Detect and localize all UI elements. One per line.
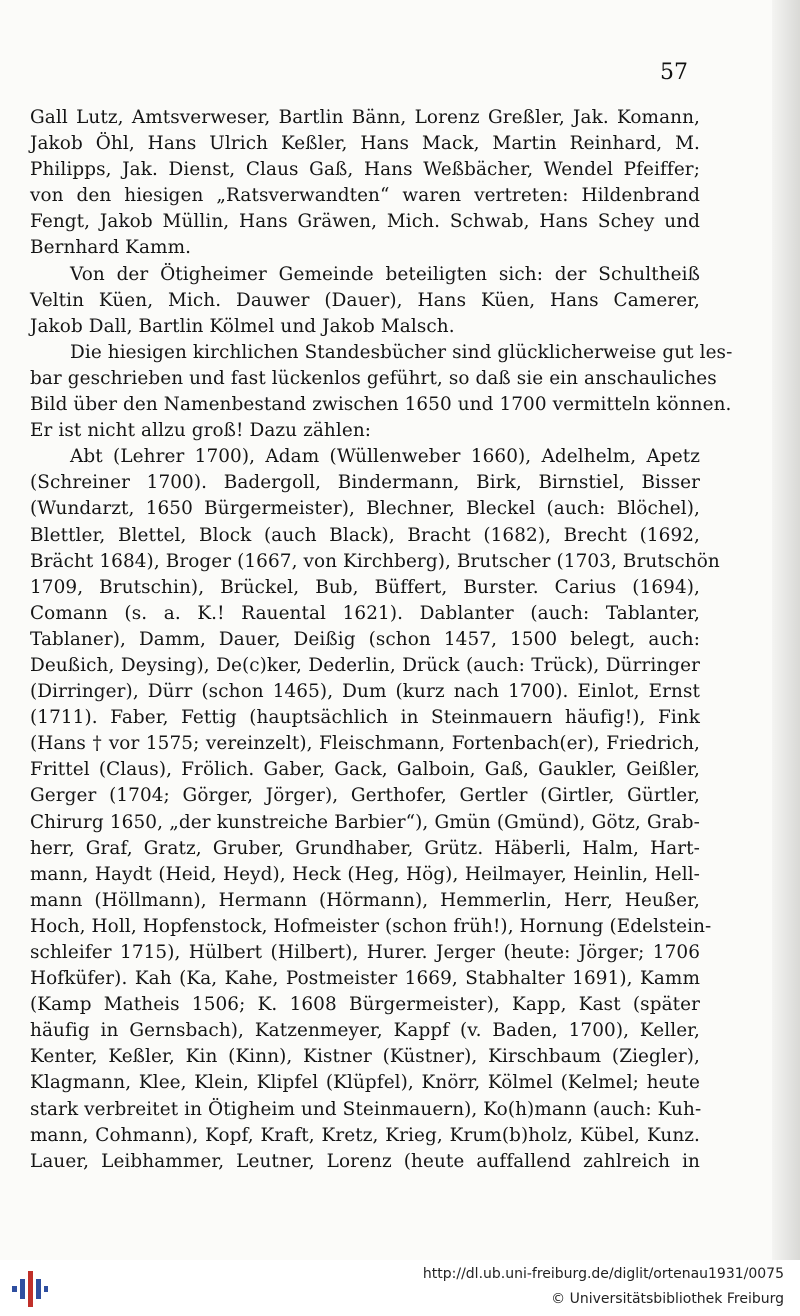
- text-line: Bild über den Namenbestand zwischen 1650 und 1700 vermitteln können.: [30, 394, 732, 416]
- text-line: Veltin Küen, Mich. Dauwer (Dauer), Hans Küen, Hans Camerer,: [30, 289, 700, 311]
- text-line: Hofküfer). Kah (Ka, Kahe, Postmeister 1669, Stabhalter 1691), Kamm: [30, 968, 700, 990]
- text-line: häufig in Gernsbach), Katzenmeyer, Kappf (v. Baden, 1700), Keller,: [30, 1020, 700, 1042]
- ub-freiburg-logo-icon[interactable]: [10, 1269, 50, 1309]
- text-line: Gerger (1704; Görger, Jörger), Gerthofer, Gertler (Girtler, Gürtler,: [30, 785, 700, 807]
- text-line: Fengt, Jakob Müllin, Hans Gräwen, Mich. Schwab, Hans Schey und: [30, 211, 700, 233]
- text-line: Comann (s. a. K.! Rauental 1621). Dablanter (auch: Tablanter,: [30, 602, 700, 624]
- body-text: [30, 105, 733, 1255]
- text-line: schleifer 1715), Hülbert (Hilbert), Hurer. Jerger (heute: Jörger; 1706: [30, 942, 700, 963]
- text-line: Die hiesigen kirchlichen Standesbücher sind glücklicherweise gut les-: [70, 341, 733, 363]
- text-line: (Schreiner 1700). Badergoll, Bindermann, Birk, Birnstiel, Bisser: [30, 472, 700, 494]
- page-number: 57: [660, 60, 688, 85]
- text-line: bar geschrieben und fast lückenlos geführt, so daß sie ein anschauliches: [30, 367, 717, 389]
- text-line: (Wundarzt, 1650 Bürgermeister), Blechner, Bleckel (auch: Blöchel),: [30, 498, 700, 520]
- text-line: Kenter, Keßler, Kin (Kinn), Kistner (Küstner), Kirschbaum (Ziegler),: [30, 1046, 700, 1068]
- text-line: Er ist nicht allzu groß! Dazu zählen:: [30, 420, 372, 442]
- text-line: Bernhard Kamm.: [30, 237, 192, 259]
- text-line: Philipps, Jak. Dienst, Claus Gaß, Hans Weßbächer, Wendel Pfeiffer;: [30, 159, 700, 181]
- text-line: Lauer, Leibhammer, Leutner, Lorenz (heute auffallend zahlreich in: [30, 1150, 700, 1172]
- text-line: Frittel (Claus), Frölich. Gaber, Gack, Galboin, Gaß, Gaukler, Geißler,: [30, 759, 700, 781]
- text-line: herr, Graf, Gratz, Gruber, Grundhaber, Grütz. Häberli, Halm, Hart-: [30, 837, 700, 859]
- text-line: stark verbreitet in Ötigheim und Steinmauern), Ko(h)mann (auch: Kuh-: [30, 1098, 702, 1120]
- text-line: mann, Cohmann), Kopf, Kraft, Kretz, Krieg, Krum(b)holz, Kübel, Kunz.: [30, 1124, 700, 1146]
- text-line: Chirurg 1650, „der kunstreiche Barbier“), Gmün (Gmünd), Götz, Grab-: [30, 811, 700, 833]
- text-line: von den hiesigen „Ratsverwandten“ waren vertreten: Hildenbrand: [30, 185, 700, 207]
- text-line: Jakob Dall, Bartlin Kölmel und Jakob Malsch.: [30, 315, 455, 337]
- text-line: Abt (Lehrer 1700), Adam (Wüllenweber 1660), Adelhelm, Apetz: [70, 446, 700, 468]
- text-line: Deußich, Deysing), De(c)ker, Dederlin, Drück (auch: Trück), Dürringer: [30, 654, 700, 676]
- text-line: (Hans † vor 1575; vereinzelt), Fleischmann, Fortenbach(er), Friedrich,: [30, 733, 700, 755]
- text-line: mann, Haydt (Heid, Heyd), Heck (Heg, Hög), Heilmayer, Heinlin, Hell-: [30, 863, 700, 885]
- footer: [0, 1260, 800, 1316]
- text-line: Tablaner), Damm, Dauer, Deißig (schon 1457, 1500 belegt, auch:: [30, 628, 700, 650]
- text-line: Hoch, Holl, Hopfenstock, Hofmeister (schon früh!), Hornung (Edelstein-: [30, 915, 712, 937]
- text-line: (1711). Faber, Fettig (hauptsächlich in Steinmauern häufig!), Fink: [30, 707, 700, 729]
- text-line: Jakob Öhl, Hans Ulrich Keßler, Hans Mack, Martin Reinhard, M.: [30, 133, 700, 155]
- text-line: Brächt 1684), Broger (1667, von Kirchberg), Brutscher (1703, Brutschön: [30, 550, 720, 572]
- text-line: Blettler, Blettel, Block (auch Black), Bracht (1682), Brecht (1692,: [30, 524, 700, 546]
- text-line: (Dirringer), Dürr (schon 1465), Dum (kurz nach 1700). Einlot, Ernst: [30, 681, 700, 703]
- text-line: mann (Höllmann), Hermann (Hörmann), Hemmerlin, Herr, Heußer,: [30, 889, 700, 911]
- page-edge: [772, 0, 800, 1260]
- text-line: Klagmann, Klee, Klein, Klipfel (Klüpfel), Knörr, Kölmel (Kelmel; heute: [30, 1072, 700, 1094]
- copyright-notice: © Universitätsbibliothek Freiburg: [551, 1291, 784, 1307]
- text-line: 1709, Brutschin), Brückel, Bub, Büffert, Burster. Carius (1694),: [30, 576, 700, 598]
- source-url-link[interactable]: http://dl.ub.uni-freiburg.de/diglit/ortenau1931/0075: [422, 1266, 784, 1282]
- text-line: (Kamp Matheis 1506; K. 1608 Bürgermeister), Kapp, Kast (später: [30, 994, 700, 1016]
- text-line: Gall Lutz, Amtsverweser, Bartlin Bänn, Lorenz Greßler, Jak. Komann,: [30, 107, 700, 128]
- text-line: Von der Ötigheimer Gemeinde beteiligten sich: der Schultheiß: [70, 263, 700, 285]
